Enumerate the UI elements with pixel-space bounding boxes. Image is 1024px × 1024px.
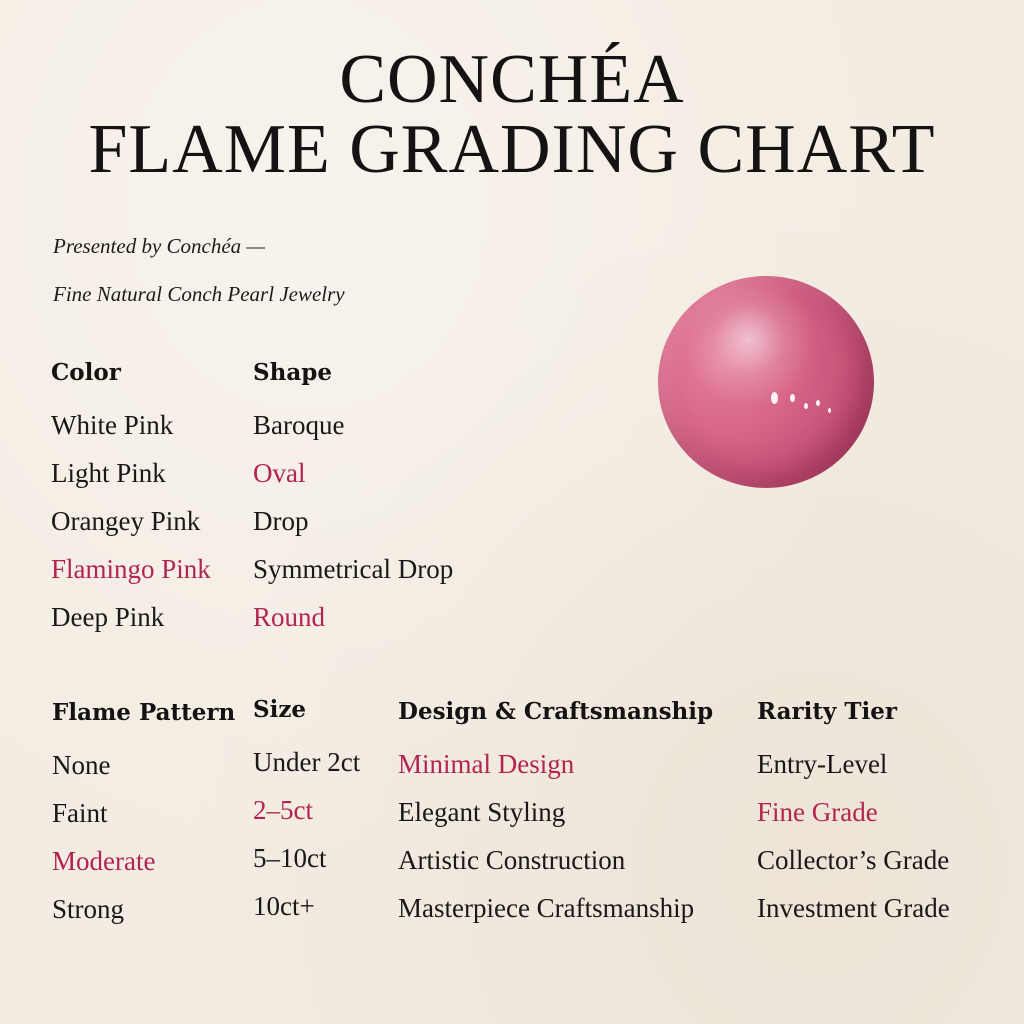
color-item: Deep Pink — [51, 602, 165, 632]
size-item: 10ct+ — [253, 891, 315, 921]
shape-item: Symmetrical Drop — [253, 554, 454, 584]
size-item: 2–5ct — [253, 795, 313, 825]
flame-pattern-column — [52, 698, 236, 924]
shape-item: Drop — [253, 506, 309, 536]
color-item: Flamingo Pink — [51, 554, 211, 584]
tagline-text: Fine Natural Conch Pearl Jewelry — [53, 282, 345, 306]
shape-item: Round — [253, 602, 326, 632]
size-column — [253, 695, 361, 921]
color-item: White Pink — [51, 410, 174, 440]
shape-item: Oval — [253, 458, 306, 488]
rarity-item: Entry-Level — [757, 749, 888, 779]
brand-title: CONCHÉA — [339, 41, 685, 118]
color-header: Color — [51, 359, 121, 386]
presented-by-text: Presented by Conchéa — — [53, 234, 266, 258]
rarity-item: Investment Grade — [757, 893, 950, 923]
rarity-item: Collector’s Grade — [757, 845, 950, 875]
chart-title: FLAME GRADING CHART — [88, 111, 936, 188]
color-item: Orangey Pink — [51, 506, 201, 536]
color-column — [51, 358, 211, 632]
size-header: Size — [253, 696, 307, 723]
pink-conch-pearl-image — [658, 276, 874, 488]
size-item: 5–10ct — [253, 843, 327, 873]
size-item: Under 2ct — [253, 747, 361, 777]
color-item: Light Pink — [51, 458, 166, 488]
rarity-column — [757, 697, 950, 923]
design-column — [398, 697, 714, 923]
design-item: Minimal Design — [398, 749, 575, 779]
flame-pattern-header: Flame Pattern — [52, 699, 236, 726]
flame-pattern-item: Strong — [52, 894, 125, 924]
flame-pattern-item: None — [52, 750, 111, 780]
flame-pattern-item: Moderate — [52, 846, 156, 876]
shape-item: Baroque — [253, 410, 345, 440]
flame-pattern-item: Faint — [52, 798, 108, 828]
design-item: Masterpiece Craftsmanship — [398, 893, 695, 923]
rarity-header: Rarity Tier — [757, 698, 897, 725]
rarity-item: Fine Grade — [757, 797, 878, 827]
design-header: Design & Craftsmanship — [398, 698, 714, 725]
shape-column — [253, 358, 454, 632]
shape-header: Shape — [253, 359, 332, 386]
design-item: Artistic Construction — [398, 845, 626, 875]
design-item: Elegant Styling — [398, 797, 566, 827]
